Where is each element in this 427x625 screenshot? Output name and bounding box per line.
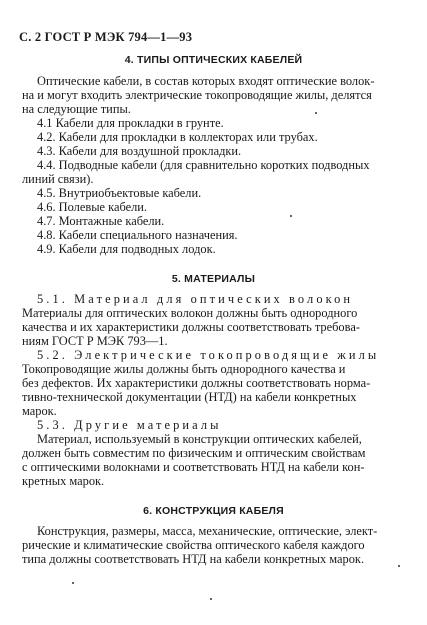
paragraph-line: качества и их характеристики должны соответствовать требова- (22, 320, 360, 334)
paragraph-line: без дефектов. Их характеристики должны соответствовать норма- (22, 376, 371, 390)
list-item: 4.8. Кабели специального назначения. (37, 228, 238, 242)
list-item: 4.3. Кабели для воздушной прокладки. (37, 144, 242, 158)
paragraph-line: Материалы для оптических волокон должны быть однородного (22, 306, 358, 320)
list-item: 4.4. Подводные кабели (для сравнительно коротких подводных (37, 158, 370, 172)
list-item: 4.2. Кабели для прокладки в коллекторах или трубах. (37, 130, 318, 144)
subsection-5-1-title: 5.1. Материал для оптических волокон (37, 292, 354, 306)
paragraph-line: Конструкция, размеры, масса, механические, оптические, элект- (37, 524, 378, 538)
section-4-heading: 4. ТИПЫ ОПТИЧЕСКИХ КАБЕЛЕЙ (124, 54, 303, 66)
page-header: С. 2 ГОСТ Р МЭК 794—1—93 (19, 30, 193, 44)
paragraph-line: должен быть совместим по физическим и оптическим свойствам (22, 446, 366, 460)
list-item: 4.7. Монтажные кабели. (37, 214, 165, 228)
scan-speck (210, 598, 212, 600)
paragraph-line: марок. (22, 404, 57, 418)
paragraph-line: тивно-технической документации (НТД) на кабели конкретных (22, 390, 357, 404)
section-4-intro-line: на следующие типы. (22, 102, 131, 116)
paragraph-line: типа должны соответствовать НТД на кабели конкретных марок. (22, 552, 365, 566)
paragraph-line: рические и климатические свойства оптического кабеля каждого (22, 538, 365, 552)
section-5-heading: 5. МАТЕРИАЛЫ (171, 273, 256, 285)
section-4-intro-line: Оптические кабели, в состав которых входят оптические волок- (37, 74, 375, 88)
scan-speck (315, 112, 317, 114)
list-item: 4.9. Кабели для подводных лодок. (37, 242, 216, 256)
paragraph-line: Токопроводящие жилы должны быть однородного качества и (22, 362, 346, 376)
section-6-heading: 6. КОНСТРУКЦИЯ КАБЕЛЯ (143, 505, 284, 517)
paragraph-line: ниям ГОСТ Р МЭК 793—1. (22, 334, 168, 348)
scan-speck (72, 582, 74, 584)
subsection-5-3-title: 5.3. Другие материалы (37, 418, 222, 432)
paragraph-line: с оптическими волокнами и соответствовать НТД на кабели кон- (22, 460, 365, 474)
list-item: 4.5. Внутриобъектовые кабели. (37, 186, 202, 200)
paragraph-line: Материал, используемый в конструкции оптических кабелей, (37, 432, 362, 446)
list-item: 4.1 Кабели для прокладки в грунте. (37, 116, 224, 130)
list-item: 4.6. Полевые кабели. (37, 200, 148, 214)
scan-speck (398, 565, 400, 567)
paragraph-line: кретных марок. (22, 474, 105, 488)
scan-speck (290, 215, 292, 217)
list-item: линий связи). (22, 172, 94, 186)
subsection-5-2-title: 5.2. Электрические токопроводящие жилы (37, 348, 380, 362)
section-4-intro-line: на и могут входить электрические токопроводящие жилы, делятся (22, 88, 372, 102)
